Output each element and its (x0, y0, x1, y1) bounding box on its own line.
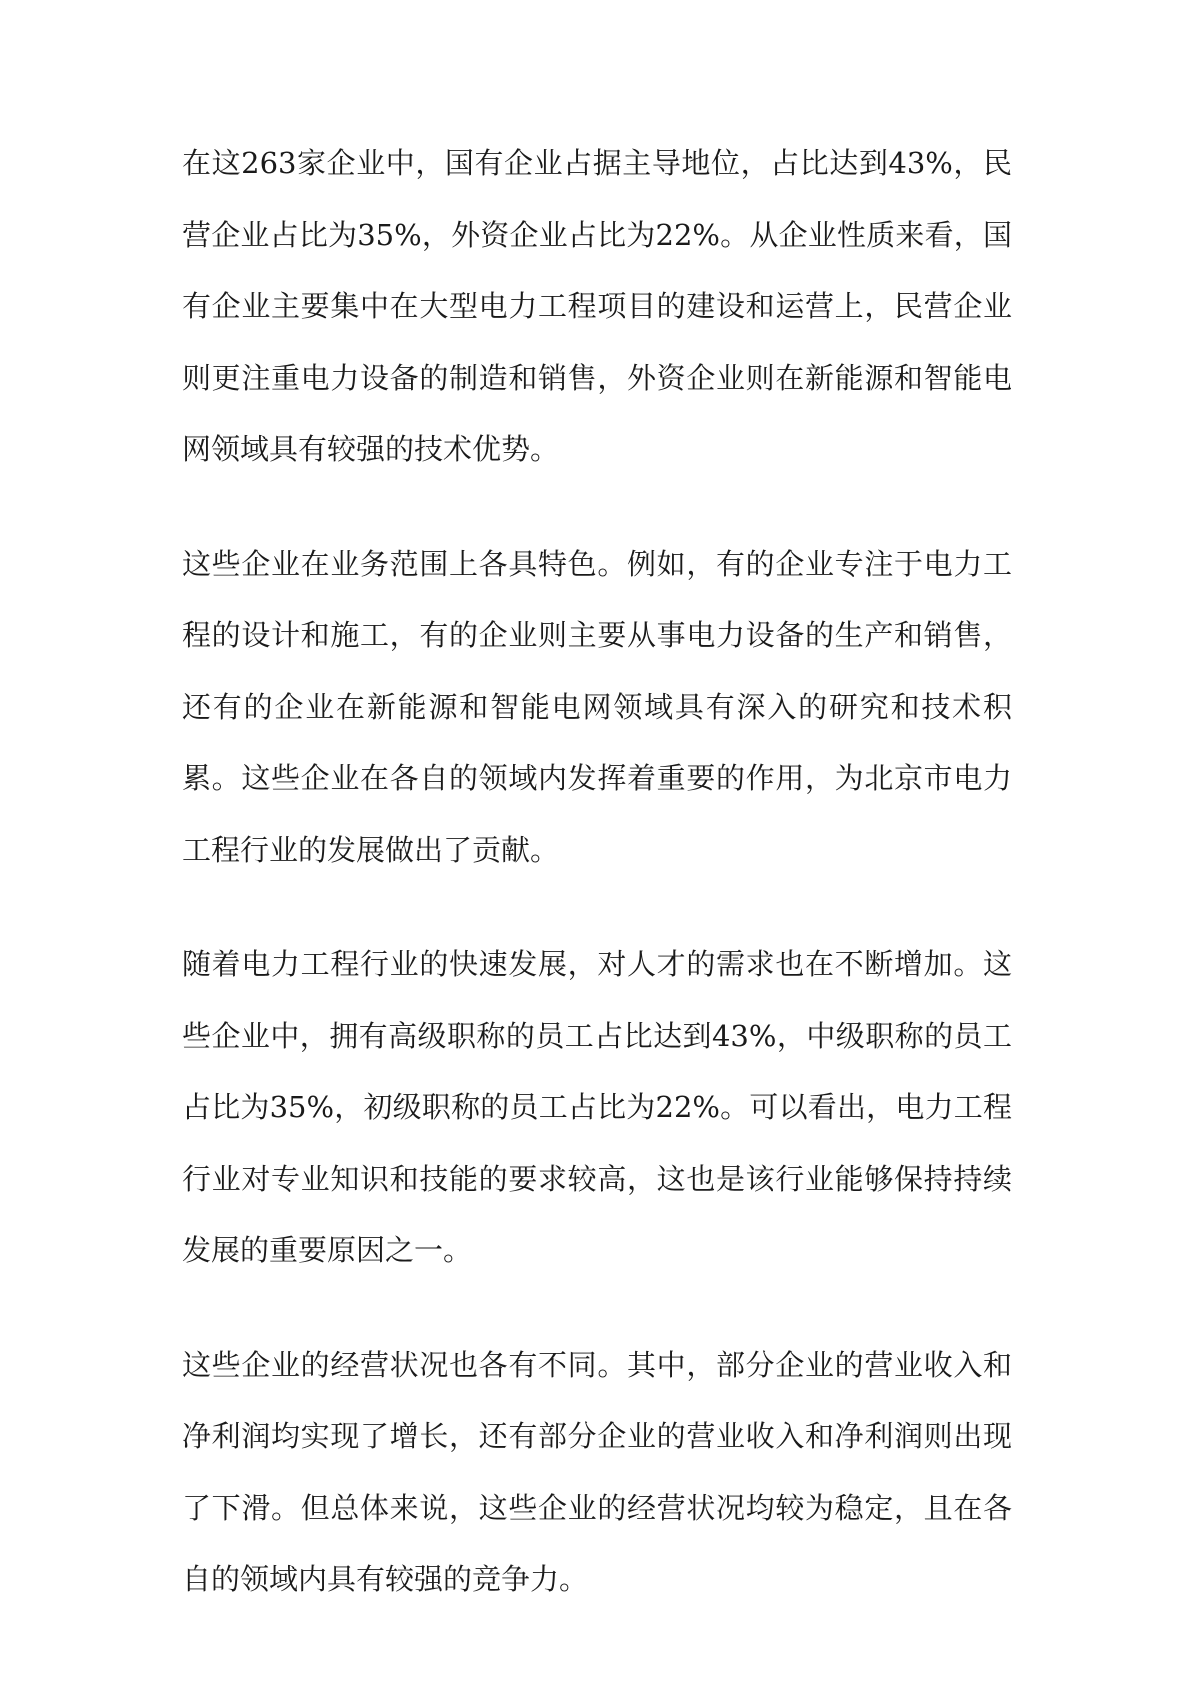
paragraph-talent-demand: 随着电力工程行业的快速发展，对人才的需求也在不断增加。这些企业中，拥有高级职称的员工占比达到43%，中级职称的员工占比为35%，初级职称的员工占比为22%。可以看出，电力工程行业对专业知识和技能的要求较高，这也是该行业能够保持持续发展的重要原因之一。 (182, 947, 1012, 1267)
paragraph-operating-status: 这些企业的经营状况也各有不同。其中，部分企业的营业收入和净利润均实现了增长，还有部分企业的营业收入和净利润则出现了下滑。但总体来说，这些企业的经营状况均较为稳定，且在各自的领域内具有较强的竞争力。 (182, 1347, 1012, 1596)
paragraph-ownership-structure: 在这263家企业中，国有企业占据主导地位，占比达到43%，民营企业占比为35%，外资企业占比为22%。从企业性质来看，国有企业主要集中在大型电力工程项目的建设和运营上，民营企业则更注重电力设备的制造和销售，外资企业则在新能源和智能电网领域具有较强的技术优势。 (182, 146, 1012, 466)
document-body (182, 128, 1012, 1616)
paragraph-business-scope: 这些企业在业务范围上各具特色。例如，有的企业专注于电力工程的设计和施工，有的企业则主要从事电力设备的生产和销售，还有的企业在新能源和智能电网领域具有深入的研究和技术积累。这些企业在各自的领域内发挥着重要的作用，为北京市电力工程行业的发展做出了贡献。 (182, 546, 1012, 867)
